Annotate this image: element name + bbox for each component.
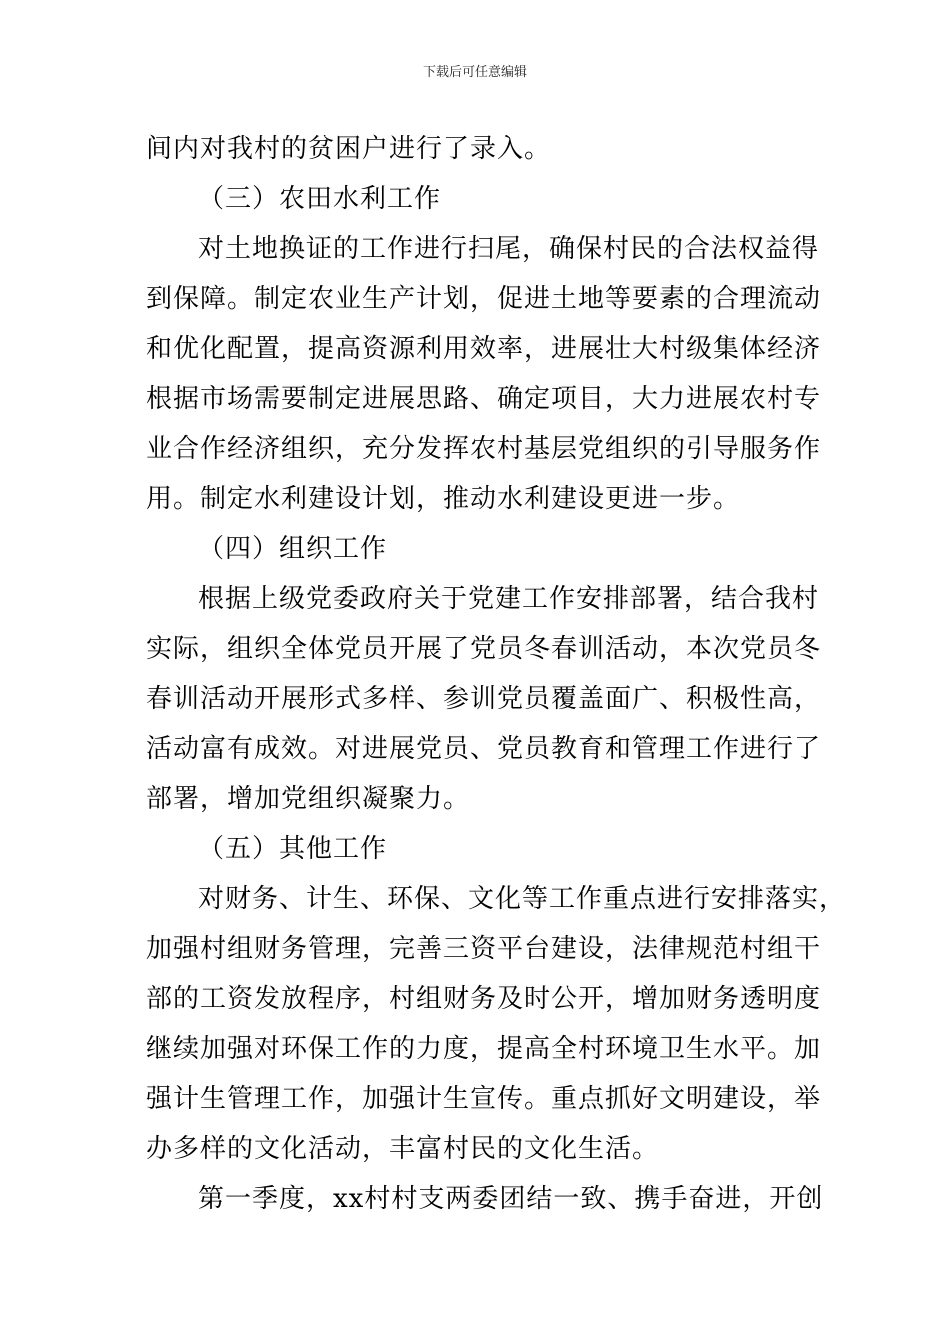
- body-line: 活动富有成效。对进展党员、党员教育和管理工作进行了: [146, 734, 822, 764]
- body-line: 实际，组织全体党员开展了党员冬春训活动，本次党员冬: [146, 634, 822, 664]
- body-line: 和优化配置，提高资源利用效率，进展壮大村级集体经济: [146, 334, 822, 364]
- section-heading: （五）其他工作: [198, 834, 388, 864]
- section-heading: （四）组织工作: [198, 534, 388, 564]
- body-line: 对土地换证的工作进行扫尾，确保村民的合法权益得: [198, 234, 820, 264]
- body-line: 用。制定水利建设计划，推动水利建设更进一步。: [146, 484, 741, 514]
- body-line: 第一季度，xx村村支两委团结一致、携手奋进，开创: [198, 1184, 824, 1214]
- body-line: 间内对我村的贫困户进行了录入。: [146, 134, 552, 164]
- body-line: 对财务、计生、环保、文化等工作重点进行安排落实，: [198, 884, 847, 914]
- section-heading: （三）农田水利工作: [198, 184, 442, 214]
- page-header-note: 下载后可任意编辑: [422, 65, 527, 80]
- body-line: 部的工资发放程序，村组财务及时公开，增加财务透明度: [146, 984, 822, 1014]
- body-line: 加强村组财务管理，完善三资平台建设，法律规范村组干: [146, 934, 822, 964]
- body-line: 根据上级党委政府关于党建工作安排部署，结合我村: [198, 584, 820, 614]
- body-line: 部署，增加党组织凝聚力。: [146, 784, 471, 814]
- body-line: 根据市场需要制定进展思路、确定项目，大力进展农村专: [146, 384, 822, 414]
- body-line: 春训活动开展形式多样、参训党员覆盖面广、积极性高，: [146, 684, 822, 714]
- body-line: 业合作经济组织，充分发挥农村基层党组织的引导服务作: [146, 434, 822, 464]
- body-line: 到保障。制定农业生产计划，促进土地等要素的合理流动: [146, 284, 822, 314]
- body-line: 继续加强对环保工作的力度，提高全村环境卫生水平。加: [146, 1034, 822, 1064]
- body-line: 办多样的文化活动，丰富村民的文化生活。: [146, 1134, 660, 1164]
- body-line: 强计生管理工作，加强计生宣传。重点抓好文明建设，举: [146, 1084, 822, 1114]
- document-body: [146, 124, 847, 1224]
